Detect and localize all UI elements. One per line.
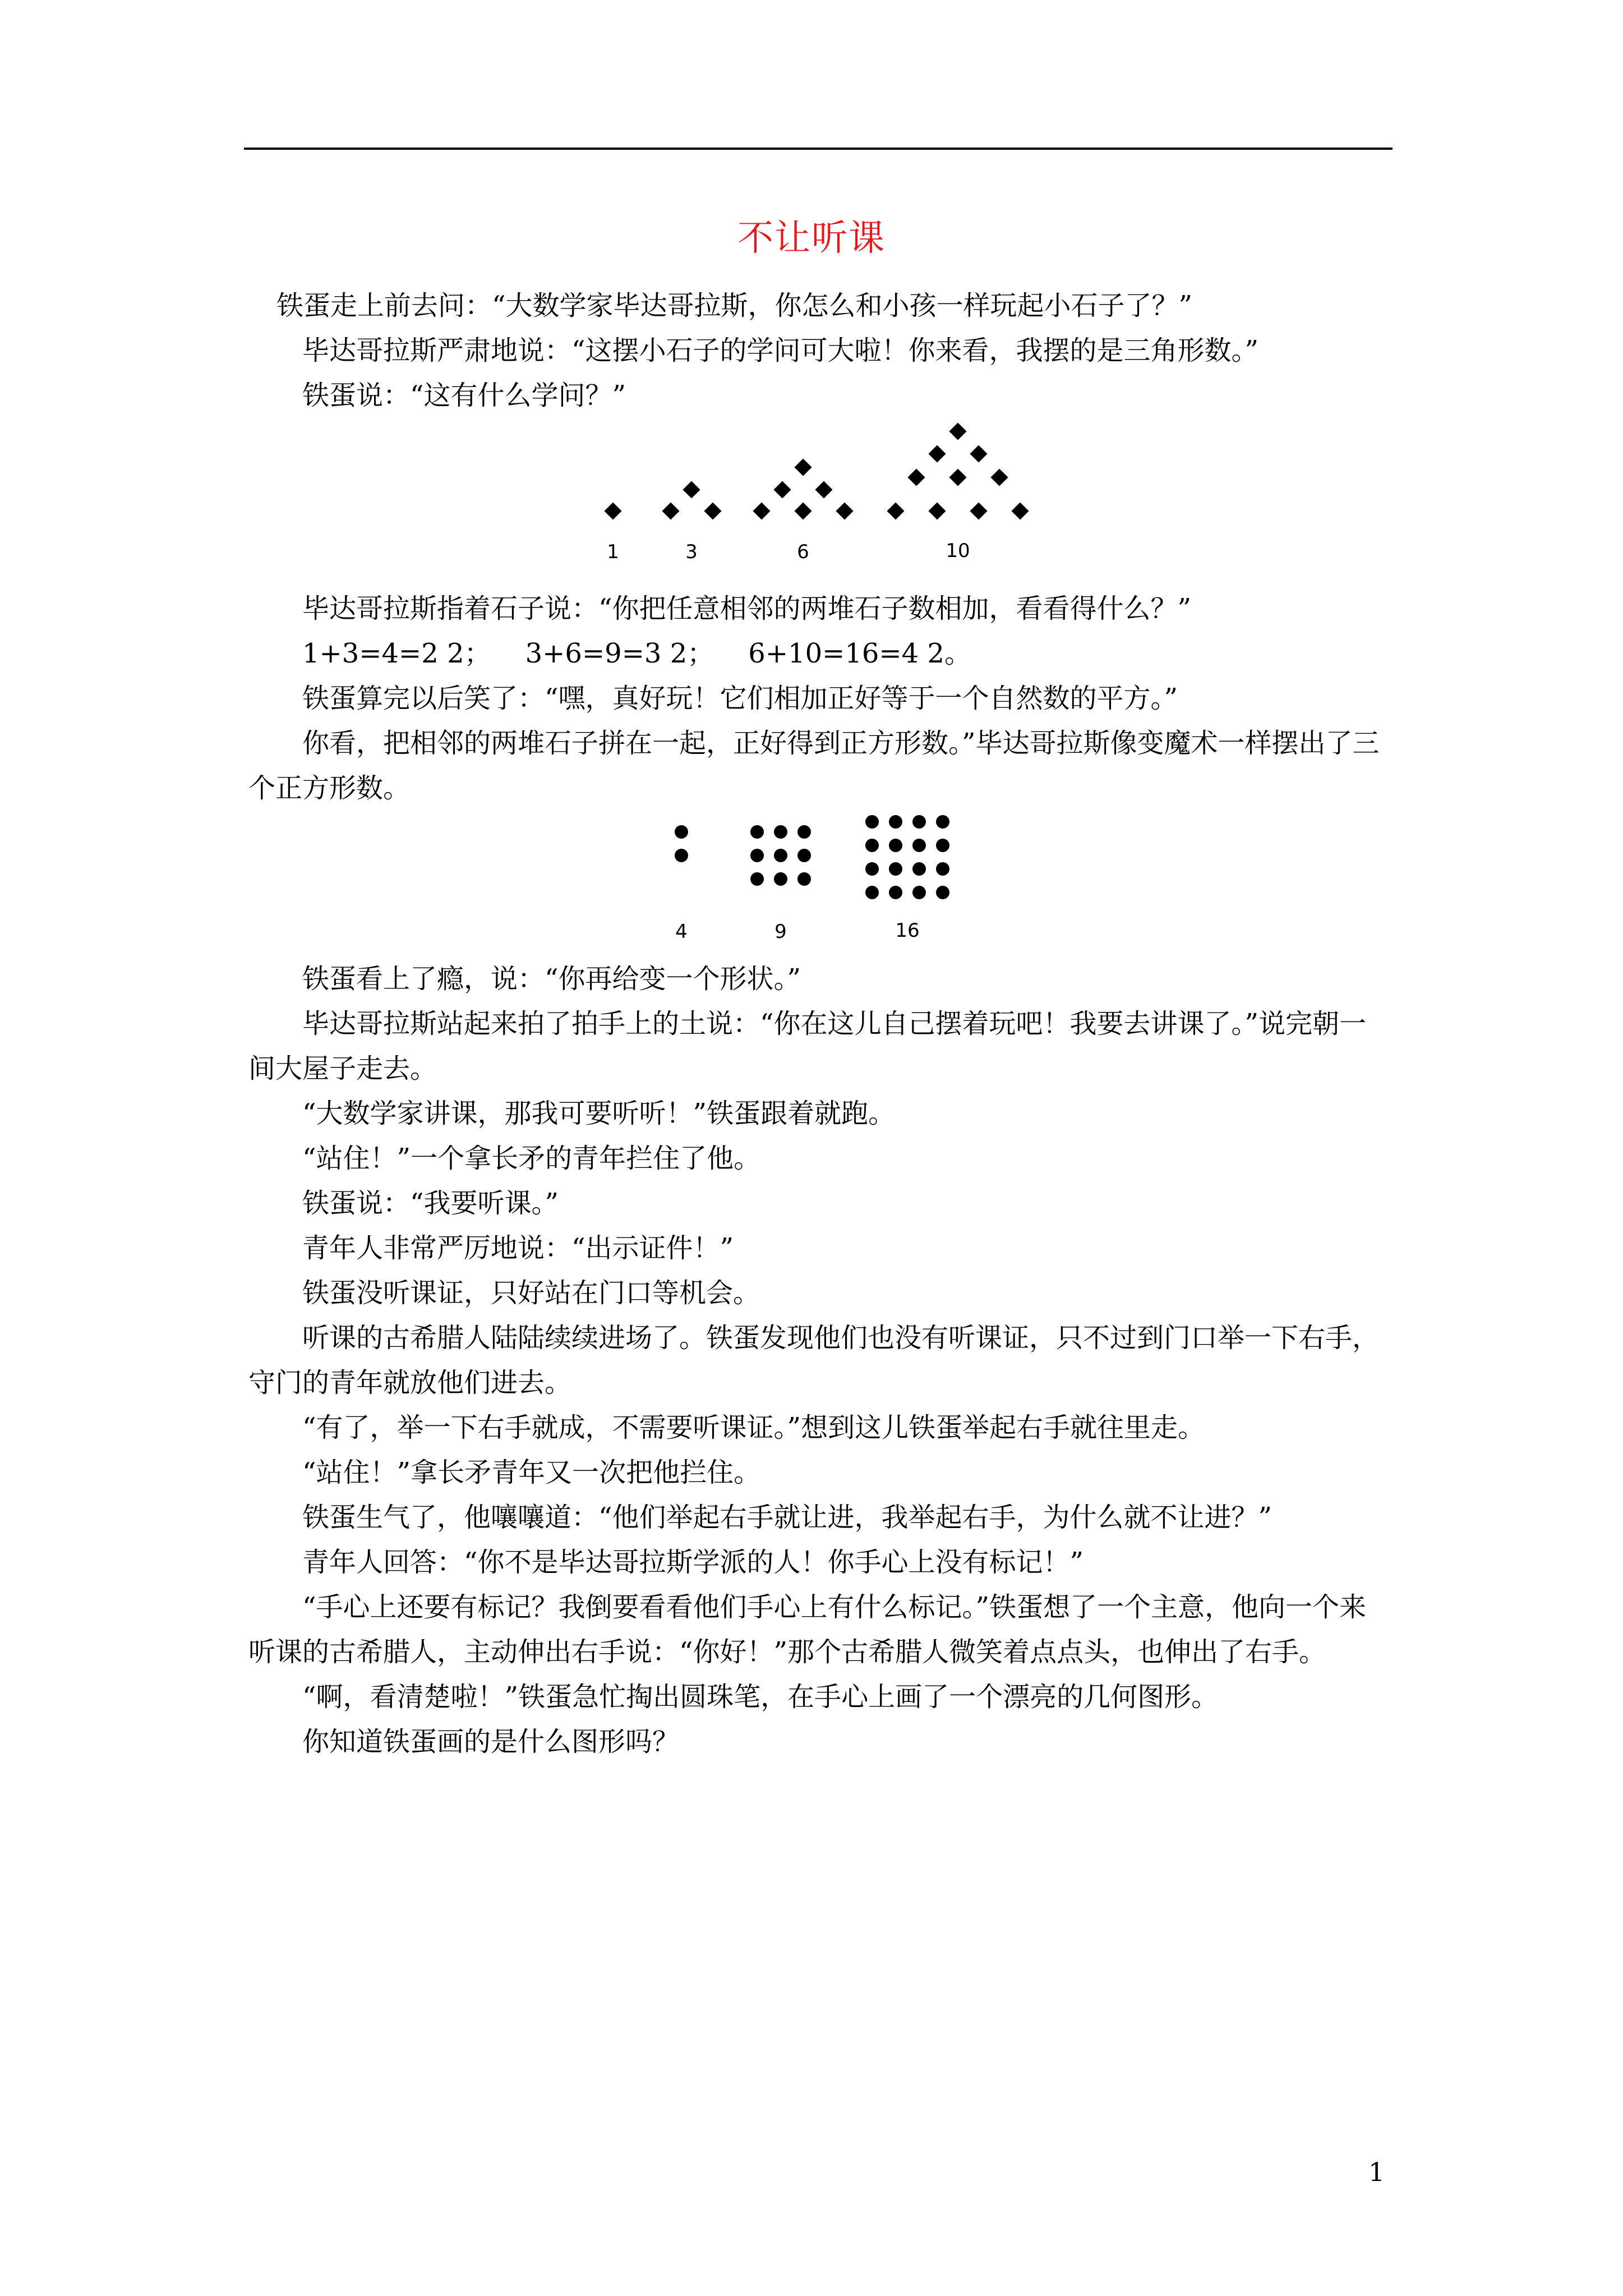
triangle-10-dots bbox=[887, 422, 1029, 519]
paragraph: 青年人回答：“你不是毕达哥拉斯学派的人！你手心上没有标记！” bbox=[302, 1547, 1084, 1578]
triangle-label: 1 bbox=[607, 541, 619, 563]
paragraph: 你知道铁蛋画的是什么图形吗？ bbox=[302, 1726, 680, 1757]
paragraph: “大数学家讲课，那我可要听听！”铁蛋跟着就跑。 bbox=[302, 1098, 896, 1129]
paragraph: 毕达哥拉斯站起来拍了拍手上的土说：“你在这儿自己摆着玩吧！我要去讲课了。”说完朝一间大屋子走去。 bbox=[248, 1008, 1367, 1084]
paragraph: 铁蛋说：“我要听课。” bbox=[302, 1188, 559, 1219]
text-block-story bbox=[248, 956, 1393, 1764]
paragraph: 你看，把相邻的两堆石子拼在一起，正好得到正方形数。”毕达哥拉斯像变魔术一样摆出了三个正方形数。 bbox=[248, 728, 1380, 804]
paragraph: 毕达哥拉斯严肃地说：“这摆小石子的学问可大啦！你来看，我摆的是三角形数。” bbox=[302, 335, 1259, 366]
square-label: 16 bbox=[895, 919, 920, 942]
text-block-intro bbox=[248, 283, 1393, 418]
square-label: 4 bbox=[675, 921, 688, 943]
paragraph: “啊，看清楚啦！”铁蛋急忙掏出圆珠笔，在手心上画了一个漂亮的几何图形。 bbox=[302, 1681, 1219, 1713]
paragraph: “手心上还要有标记？我倒要看看他们手心上有什么标记。”铁蛋想了一个主意，他向一个来听课的古希腊人，主动伸出右手说：“你好！”那个古希腊人微笑着点点头，也伸出了右手。 bbox=[248, 1591, 1367, 1668]
paragraph: 铁蛋没听课证，只好站在门口等机会。 bbox=[302, 1277, 760, 1309]
paragraph: 铁蛋看上了瘾，说：“你再给变一个形状。” bbox=[302, 963, 801, 995]
triangle-1-dots bbox=[604, 502, 621, 519]
paragraph: “站住！”拿长矛青年又一次把他拦住。 bbox=[302, 1457, 761, 1488]
triangle-label: 10 bbox=[946, 540, 970, 562]
triangular-numbers-figure bbox=[594, 415, 1043, 572]
triangle-label: 6 bbox=[797, 541, 809, 563]
page-number: 1 bbox=[1368, 2157, 1385, 2187]
paragraph: 铁蛋说：“这有什么学问？” bbox=[302, 380, 626, 411]
paragraph: 青年人非常严厉地说：“出示证件！” bbox=[302, 1232, 734, 1264]
square-4-dots bbox=[675, 825, 688, 862]
formula-line: 1+3=4=2 2； 3+6=9=3 2； 6+10=16=4 2。 bbox=[302, 638, 971, 669]
square-9-dots bbox=[750, 825, 811, 886]
text-block-middle bbox=[248, 586, 1393, 811]
square-numbers-figure bbox=[662, 808, 976, 954]
paragraph: 铁蛋走上前去问：“大数学家毕达哥拉斯，你怎么和小孩一样玩起小石子了？” bbox=[276, 290, 1193, 321]
square-16-dots bbox=[865, 815, 949, 899]
header-rule bbox=[244, 148, 1393, 150]
triangle-6-dots bbox=[753, 458, 853, 519]
paragraph: 铁蛋算完以后笑了：“嘿，真好玩！它们相加正好等于一个自然数的平方。” bbox=[302, 683, 1178, 714]
paragraph: “站住！”一个拿长矛的青年拦住了他。 bbox=[302, 1143, 761, 1174]
paragraph: 毕达哥拉斯指着石子说：“你把任意相邻的两堆石子数相加，看看得什么？” bbox=[302, 593, 1192, 624]
page-title: 不让听课 bbox=[737, 218, 886, 259]
paragraph: 听课的古希腊人陆陆续续进场了。铁蛋发现他们也没有听课证，只不过到门口举一下右手，守门的青年就放他们进去。 bbox=[248, 1322, 1380, 1398]
square-label: 9 bbox=[774, 921, 787, 943]
triangle-3-dots bbox=[662, 481, 721, 519]
triangle-label: 3 bbox=[685, 541, 698, 563]
paragraph: “有了，举一下右手就成，不需要听课证。”想到这儿铁蛋举起右手就往里走。 bbox=[302, 1412, 1205, 1443]
paragraph: 铁蛋生气了，他嚷嚷道：“他们举起右手就让进，我举起右手，为什么就不让进？” bbox=[302, 1502, 1272, 1533]
